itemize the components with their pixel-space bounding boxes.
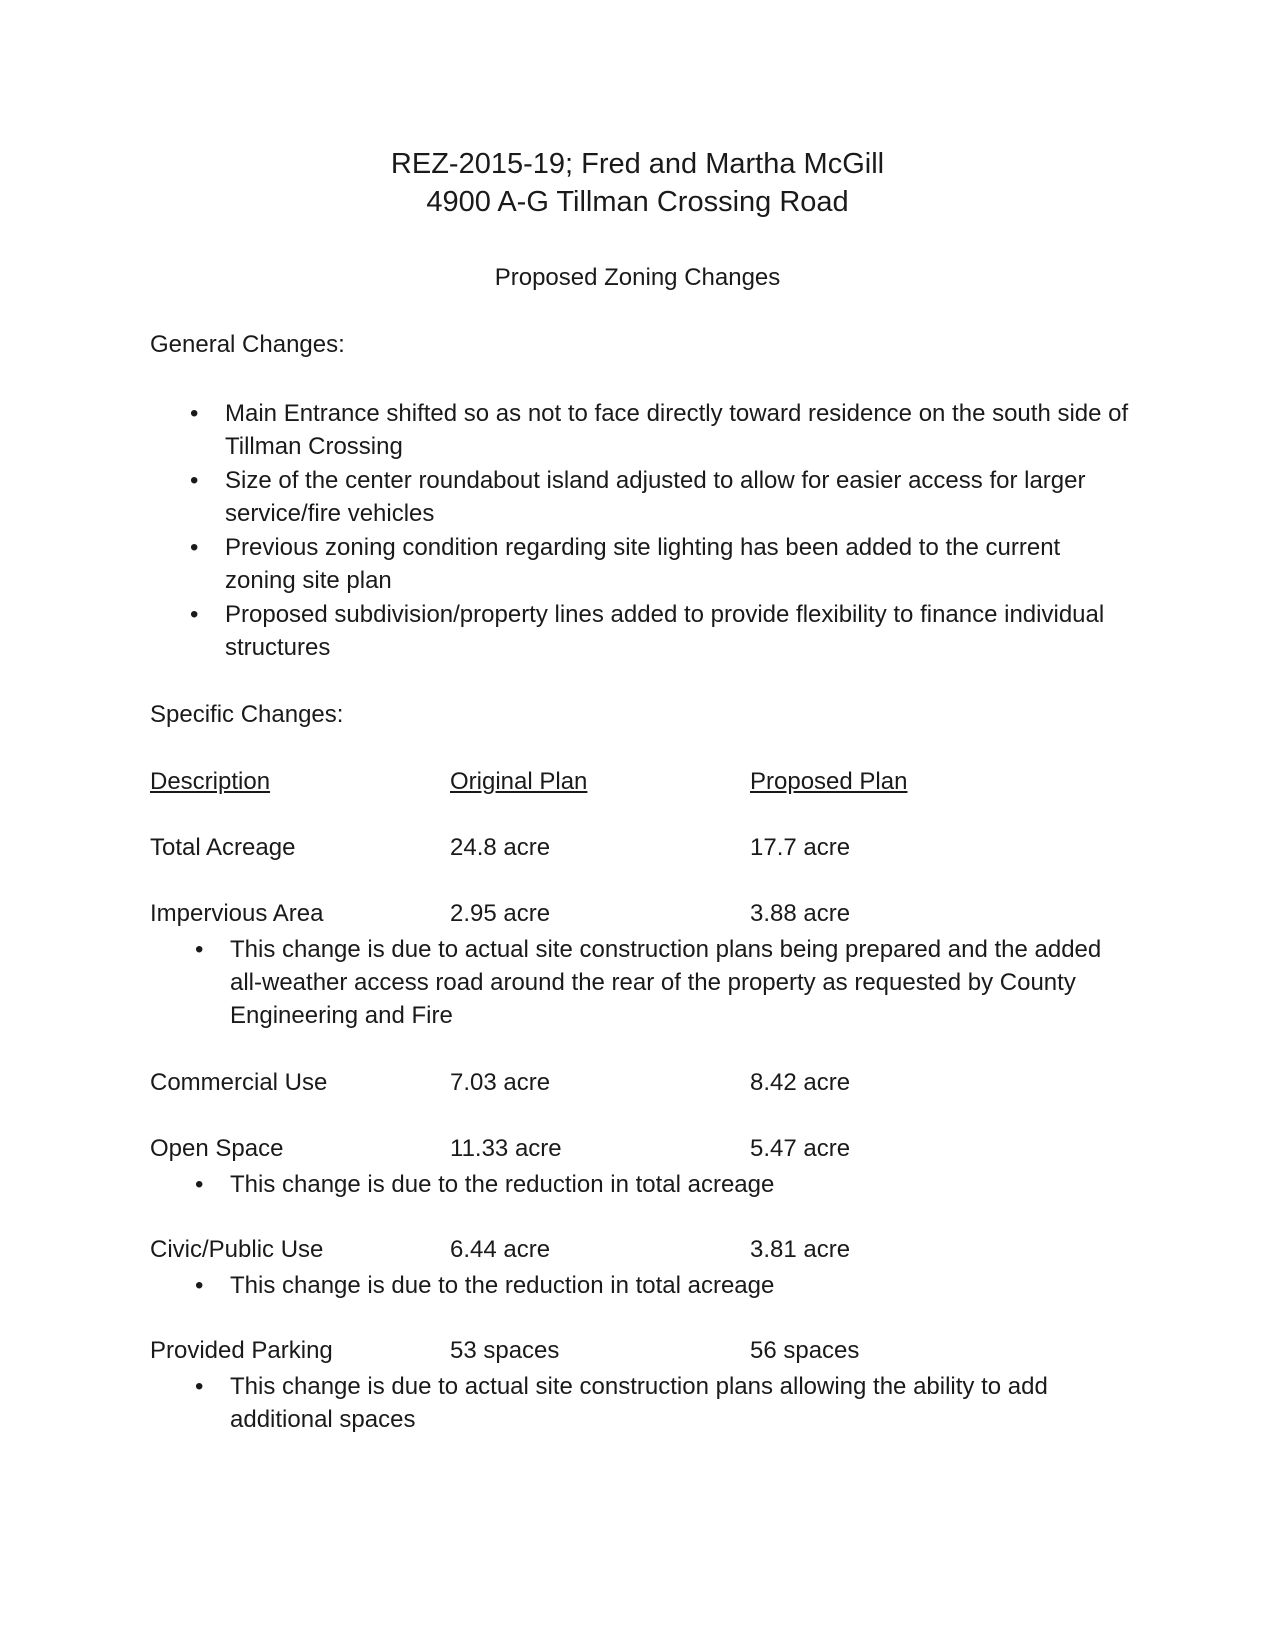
table-row-original: 7.03 acre <box>450 1069 551 1096</box>
row-note-list <box>150 1168 1130 1201</box>
table-row-original: 2.95 acre <box>450 900 551 927</box>
specific-changes-heading: Specific Changes: <box>150 701 344 728</box>
list-item: • This change is due to the reduction in total acreage <box>150 1269 1130 1302</box>
bullet-icon: • <box>195 1373 204 1400</box>
bullet-icon: • <box>190 534 199 561</box>
row-note-list <box>150 1269 1130 1302</box>
bullet-icon: • <box>190 400 199 427</box>
bullet-icon: • <box>195 1272 204 1299</box>
list-item: • Main Entrance shifted so as not to face directly toward residence on the south side of Tillman Crossing <box>150 397 1130 463</box>
table-row-original: 24.8 acre <box>450 834 551 861</box>
general-changes-list <box>150 397 1130 665</box>
table-row-description: Total Acreage <box>150 834 296 861</box>
bullet-icon: • <box>190 601 199 628</box>
row-note-list <box>150 1370 1130 1436</box>
table-row-original: 53 spaces <box>450 1337 560 1364</box>
bullet-icon: • <box>195 1171 204 1198</box>
table-row-original: 6.44 acre <box>450 1236 551 1263</box>
list-item: • Previous zoning condition regarding site lighting has been added to the current zoning site plan <box>150 531 1130 597</box>
table-row-original: 11.33 acre <box>450 1135 562 1162</box>
column-header-original: Original Plan <box>450 768 588 795</box>
document-subtitle: Proposed Zoning Changes <box>494 264 781 291</box>
table-row-proposed: 56 spaces <box>750 1337 860 1364</box>
table-row-description: Impervious Area <box>150 900 324 927</box>
bullet-icon: • <box>190 467 199 494</box>
row-note-list <box>150 933 1130 1032</box>
list-item: • This change is due to actual site construction plans being prepared and the added all-weather access road around the rear of the property as requested by County Engineering and Fire <box>150 933 1130 1032</box>
table-row-proposed: 3.88 acre <box>750 900 851 927</box>
column-header-proposed: Proposed Plan <box>750 768 908 795</box>
document-title <box>0 145 1275 221</box>
table-row-proposed: 3.81 acre <box>750 1236 851 1263</box>
list-item: • Proposed subdivision/property lines added to provide flexibility to finance individual structures <box>150 598 1130 664</box>
column-header-description: Description <box>150 768 271 795</box>
list-item: • This change is due to the reduction in total acreage <box>150 1168 1130 1201</box>
table-row-description: Provided Parking <box>150 1337 333 1364</box>
table-row-description: Open Space <box>150 1135 284 1162</box>
title-line-case: REZ-2015-19; Fred and Martha McGill <box>390 148 885 180</box>
table-row-proposed: 5.47 acre <box>750 1135 851 1162</box>
table-row-proposed: 17.7 acre <box>750 834 851 861</box>
general-changes-heading: General Changes: <box>150 331 345 358</box>
list-item: • This change is due to actual site construction plans allowing the ability to add additional spaces <box>150 1370 1130 1436</box>
table-row-proposed: 8.42 acre <box>750 1069 851 1096</box>
table-row-description: Civic/Public Use <box>150 1236 324 1263</box>
title-line-address: 4900 A-G Tillman Crossing Road <box>426 186 849 218</box>
list-item: • Size of the center roundabout island adjusted to allow for easier access for larger service/fire vehicles <box>150 464 1130 530</box>
table-row-description: Commercial Use <box>150 1069 328 1096</box>
bullet-icon: • <box>195 936 204 963</box>
